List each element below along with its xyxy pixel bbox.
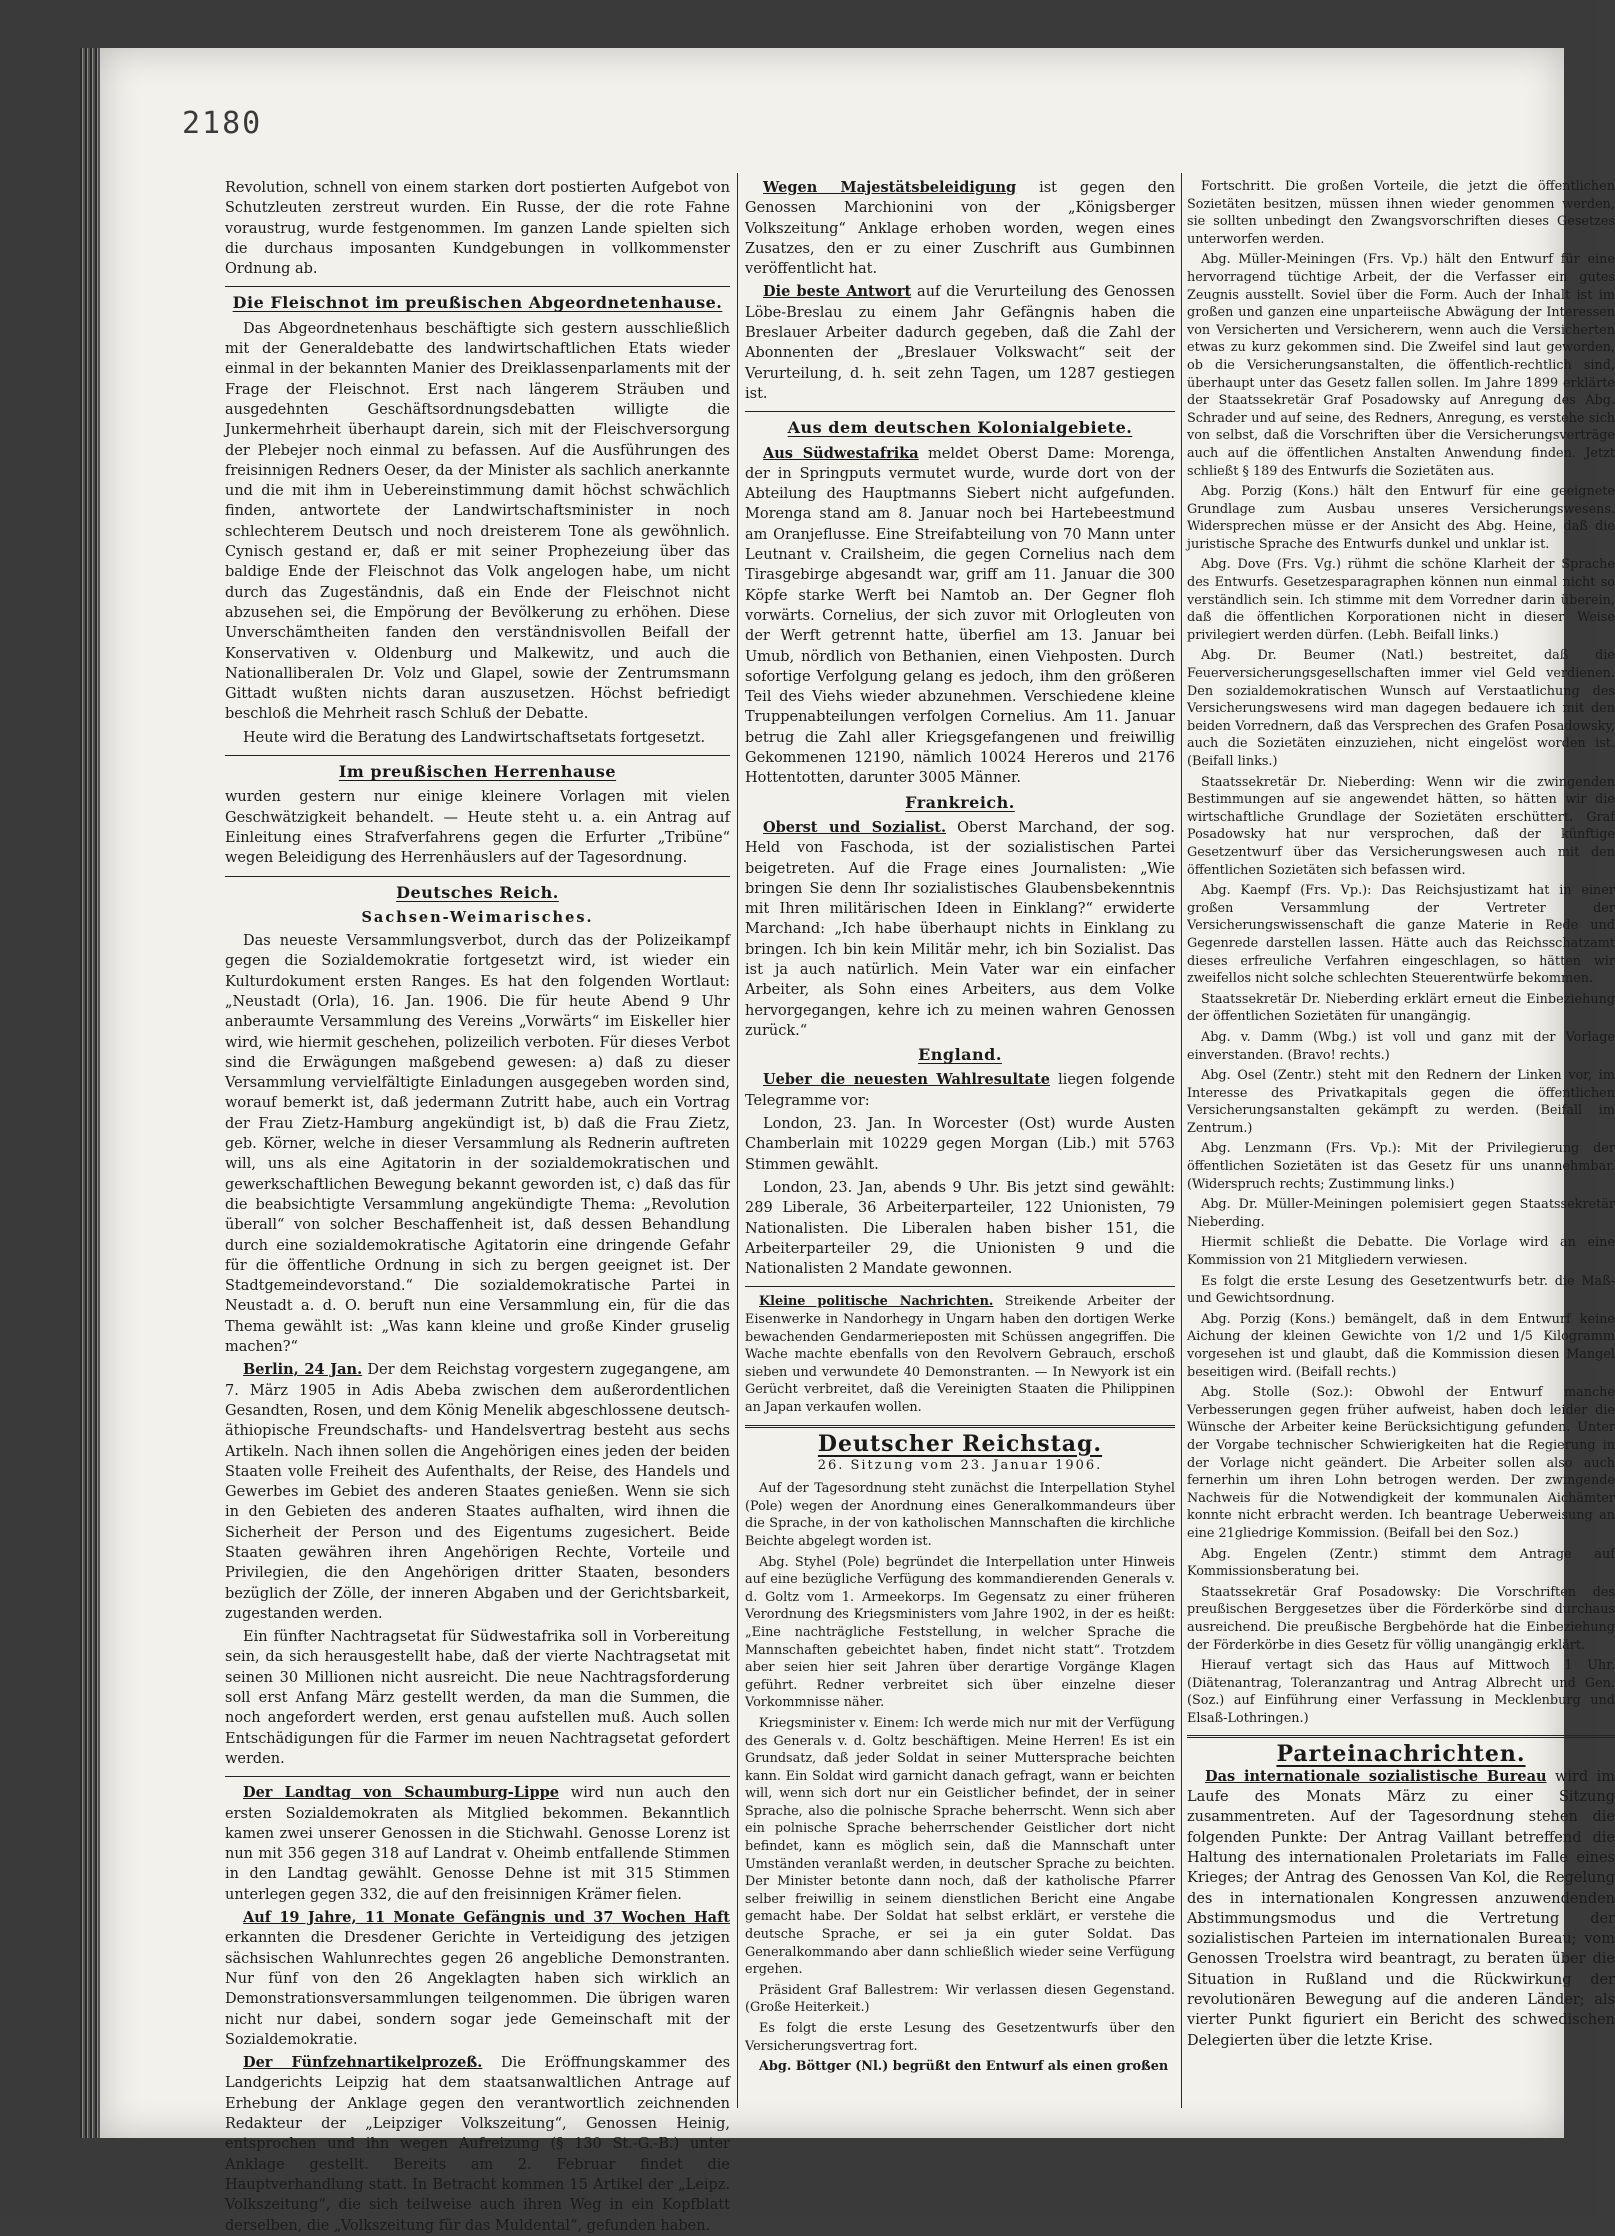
article-text: meldet Oberst Dame: Morenga, der in Springputs vermutet wurde, wurde dort von der Abteilung des Hauptmanns Siebert nicht aufgefunden. Morenga stand am 8. Januar noch bei Hartebeestmund am Oranjeflusse. Eine Streifabteilung von 70 Mann unter Leutnant v. Crailsheim, die gegen Cornelius nach dem Tirasgebirge abgesandt war, griff am 11. Januar die 300 Köpfe starke Werft bei Namtob an. Der Gegner floh vorwärts. Cornelius, der sich zuvor mit Orlogleuten von der Werft getrennt hatte, überfiel am 13. Januar bei Umub, nördlich von Bethanien, einen Viehposten. Durch sofortige Verfolgung gelang es jedoch, ihm den größeren Teil des Viehs wieder abzunehmen. Verschiedene kleine Truppenabteilungen verfolgen Cornelius. Am 11. Januar betrug die Zahl aller Kriegsgefangenen und freiwillig Gekommenen 12190, nämlich 10024 Hereros und 2176 Hottentotten, darunter 3005 Männer. (745, 445, 1176, 787)
article-lead: Das internationale sozialistische Bureau (1205, 1767, 1547, 1785)
article-paragraph: Hierauf vertagt sich das Haus auf Mittwoch 1 Uhr. (Diätenantrag, Toleranzantrag und Antrag Albrecht und Gen. (Soz.) auf Einführung einer Verfassung in Mecklenburg und Elsaß-Lothringen.) (1187, 1658, 1615, 1726)
article-lead: Auf 19 Jahre, 11 Monate Gefängnis und 37 Wochen Haft (243, 1909, 730, 1927)
article-paragraph: Auf der Tagesordnung steht zunächst die Interpellation Styhel (Pole) wegen der Anordnung eines Generalkommandeurs über die Sprache, in der von katholischen Mannschaften die kirchliche Beichte abgelegt worden ist. (745, 1481, 1175, 1549)
article-text: Der dem Reichstag vorgestern zugegangene, am 7. März 1905 in Adis Abeba zwischen dem außerordentlichen Gesandten, Rosen, und dem König Menelik abgeschlossene deutsch-äthiopische Freundschafts- und Handelsvertrag besteht aus sechs Artikeln. Nach ihnen sollen die Angehörigen eines jeden der beiden Staaten volle Freiheit des Aufenthalts, der Reise, des Handels und Gewerbes im Gebiet des anderen Staates genießen. Wenn sie sich in den Gebieten des anderen Staates aufhalten, wird ihnen die Sicherheit der Person und des Eigentums zugesichert. Beide Staaten gewähren ihren Angehörigen Rechte, Vorteile und Privilegien, die den Angehörigen dritter Staaten, besonders bezüglich der Zölle, der inneren Abgaben und der Gerichtsbarkeit, zugestanden werden. (225, 1362, 730, 1622)
column-3 (1187, 178, 1615, 2102)
article-paragraph: Abg. Dove (Frs. Vg.) rühmt die schöne Klarheit der Sprache des Entwurfs. Gesetzesparagraphen können nun einmal nicht so verständlich sein. Ich stimme mit dem Vorredner darin überein, daß die öffentlichen Korporationen nicht in dieser Weise privilegiert werden dürfen. (Lebh. Beifall links.) (1187, 557, 1615, 643)
article-lead: Berlin, 24 Jan. (243, 1361, 363, 1379)
page-folio-number: 2180 (182, 106, 263, 141)
article-paragraph: Revolution, schnell von einem starken dort postierten Aufgebot von Schutzleuten zerstreut wurden. Ein Russe, der die rote Fahne voraustrug, wurde festgenommen. Im ganzen Lande spielten sich die durchaus imposanten Kundgebungen in vollkommenster Ordnung ab. (225, 180, 730, 278)
article-paragraph: Abg. Müller-Meiningen (Frs. Vp.) hält den Entwurf für eine hervorragend tüchtige Arbeit, der die Verfasser ein gutes Zeugnis ausstellt. Soviel über die Form. Auch der Inhalt ist im großen und ganzen eine unparteiische Abwägung der Interessen von Versicherten und Versicherern, wenn auch die Versicherten etwas zu kurz gekommen sind. Die Zweifel sind laut geworden, ob die Versicherungsanstalten, die öffentlich-rechtlich sind, überhaupt unter das Gesetz fallen sollen. Im Jahre 1899 erklärte der Staatssekretär Graf Posadowsky auf Anregung des Abg. Schrader und auf seine, des Redners, Anregung, es verstehe sich von selbst, daß die Vorschriften über die Versicherungsverträge auch auf die öffentlichen Anstalten Anwendung finden. Jetzt schließt § 189 des Entwurfs die Sozietäten aus. (1187, 252, 1615, 479)
column-rule-right (1181, 173, 1182, 2108)
session-dateline: 26. Sitzung vom 23. Januar 1906. (817, 1457, 1103, 1473)
headline-reichstag: Deutscher Reichstag. (817, 1430, 1103, 1457)
article-lead: Ueber die neuesten Wahlresultate (763, 1071, 1050, 1089)
article-paragraph: Abg. Böttger (Nl.) begrüßt den Entwurf als einen großen (759, 2059, 1169, 2075)
article-paragraph: Abg. Engelen (Zentr.) stimmt dem Antrage auf Kommissionsberatung bei. (1187, 1546, 1615, 1580)
section-divider (225, 286, 730, 287)
headline-frankreich: Frankreich. (905, 792, 1015, 812)
headline-herrenhaus: Im preußischen Herrenhause (338, 762, 617, 782)
section-divider (225, 1776, 730, 1777)
newspaper-page (100, 48, 1615, 2234)
article-paragraph: Ein fünfter Nachtragsetat für Südwestafrika soll in Vorbereitung sein, da sich herausgestellt habe, daß der vierte Nachtragsetat mit seinen 30 Millionen nicht ausreicht. Die neue Nachtragsforderung soll erst Anfang März gestellt werden, da man die Summen, die noch angefordert werden, erst genau aufstellen muß. Auch sollen Entschädigungen für die Farmer im neuen Nachtragsetat gefordert werden. (225, 1629, 730, 1767)
column-1 (225, 178, 731, 2234)
article-text: wird nun auch den ersten Sozialdemokraten als Mitglied bekommen. Bekanntlich kamen zwei unserer Genossen in die Stichwahl. Genosse Lorenz ist nun mit 356 gegen 318 auf Landrat v. Oheimb entfallende Stimmen in den Landtag gewählt. Genosse Dehne ist mit 315 Stimmen unterlegen gegen 332, die auf den freisinnigen Krämer fielen. (225, 1785, 731, 1903)
article-paragraph: Abg. Porzig (Kons.) bemängelt, daß in dem Entwurf keine Aichung der kleinen Gewichte von 1/2 und 1/5 Kilogramm vorgesehen ist und glaubt, daß die Kommission diesen Mangel beseitigen wird. (Beifall rechts.) (1187, 1311, 1615, 1380)
article-paragraph: Staatssekretär Graf Posadowsky: Die Vorschriften des preußischen Berggesetzes über die Förderkörbe sind durchaus ausreichend. Die preußische Bergbehörde hat die Einbeziehung der Förderkörbe in dies Gesetz für völlig unangängig erklärt. (1187, 1584, 1615, 1653)
article-paragraph: Das Abgeordnetenhaus beschäftigte sich gestern ausschließlich mit der Generaldebatte des landwirtschaftlichen Etats wieder einmal in der bekannten Manier des Dreiklassenparlaments mit der Frage der Fleischnot. Erst nach längerem Sträuben und ausgedehnten Geschäftsordnungsdebatten willigte die Junkermehrheit überhaupt darein, sich mit der Fleischversorgung der Plebejer noch einmal zu befassen. Auf die Ausführungen des freisinnigen Redners Oeser, da der Minister als sachlich anerkannte und die mit ihm in Uebereinstimmung damit höchst schwächlich finden, antwortete der Landwirtschaftsminister in noch schlechterem Deutsch und noch dreisterem Tone als gewöhnlich. Cynisch gestand er, daß er mit seiner Prophezeiung über das baldige Ende der Fleischnot das Volk angelogen habe, um nicht durch das Zugeständnis, daß ein Ende der Fleischnot nicht abzusehen sei, die Empörung der Bevölkerung zu erhöhen. Diese Unverschämtheiten fanden den verständnisvollen Beifall der Konservativen v. Oldenburg und Malkewitz, und auch die Nationalliberalen Dr. Volz und Glapel, sowie der Zentrumsmann Gittadt wußten nichts daran auszusetzen. Höchst befriedigt beschloß die Mehrheit rasch Schluß der Debatte. (225, 320, 730, 723)
section-divider (745, 1425, 1175, 1428)
article-text: Oberst Marchand, der sog. Held von Faschoda, ist der sozialistischen Partei beigetreten. Auf die Frage eines Journalisten: „Wie bringen Sie denn Ihr sozialistisches Glaubensbekenntnis mit Ihren militärischen Ideen in Einklang?“ erwiderte Marchand: „Ich habe überhaupt nichts in Einklang zu bringen. Ich bin kein Militär mehr, ich bin Sozialist. Das ist ja auch natürlich. Mein Vater war ein einfacher Arbeiter, als Sohn eines Arbeiters, aus dem Volke hervorgegangen, kehre ich zu meinen wahren Genossen zurück.“ (745, 819, 1175, 1039)
article-lead: Der Fünfzehnartikelprozeß. (243, 2054, 483, 2072)
column-rule-left (737, 173, 738, 2108)
article-paragraph: Kriegsminister v. Einem: Ich werde mich nur mit der Verfügung des Generals v. d. Goltz beschäftigen. Meine Herren! Es ist ein Grundsatz, daß jeder Soldat in seiner Muttersprache beichten kann. Ein Soldat wird garnicht danach gefragt, wann er beichten will, wenn sich dort nur ein Geistlicher befindet, der in seiner Sprache, also die polnische Sprache beherrscht. Wenn sich aber ein polnische Sprache beherrschender Geistlicher dort nicht befindet, kann es möglich sein, daß die Mannschaft unter Umständen veranlaßt werden, in deutscher Sprache zu beichten. Der Minister betonte dann noch, daß der katholische Pfarrer selber freiwillig in seinem dienstlichen Bericht eine Angabe gemacht habe. Der Soldat hat selbst erklärt, er verstehe die deutsche Sprache, er sei ja ein guter Soldat. Das Generalkommando aber dann schließlich wieder seine Verfügung ergehen. (745, 1715, 1175, 1978)
article-lead: Aus Südwestafrika (763, 444, 919, 462)
article-text: wird im Laufe des Monats März zu einer Sitzung zusammentreten. Auf der Tagesordnung stehen die folgenden Punkte: Der Antrag Vaillant betreffend die Haltung des internationalen Proletariats im Falle eines Krieges; der Antrag des Genossen Van Kol, die Regelung des in internationalen Kongressen anzuwendenden Abstimmungsmodus und die Vertretung der sozialistischen Parteien im internationalen Bureau; vom Genossen Troelstra wird beantragt, zu beraten über die Situation in Rußland und die Rückwirkung der revolutionären Bewegung auf die anderen Länder; als vierter Punkt figuriert ein Bericht des schwedischen Delegierten über die letzte Krise. (1187, 1768, 1615, 2049)
headline-fleischnot: Die Fleischnot im preußischen Abgeordnetenhause. (232, 293, 723, 313)
section-divider (745, 1286, 1175, 1287)
article-paragraph: London, 23. Jan. In Worcester (Ost) wurde Austen Chamberlain mit 10229 gegen Morgan (Lib.) mit 5763 Stimmen gewählt. (745, 1116, 1175, 1173)
article-text: ist gegen den Genossen Marchionini von der „Königsberger Volkszeitung“ Anklage erhoben worden, wegen eines Zusatzes, den er zu einer Zuschrift aus Gumbinnen veröffentlicht hat. (745, 180, 1175, 278)
article-paragraph: Abg. Dr. Müller-Meiningen polemisiert gegen Staatssekretär Nieberding. (1187, 1197, 1615, 1230)
headline-kolonialgebiete: Aus dem deutschen Kolonialgebiete. (787, 418, 1133, 438)
article-lead: Wegen Majestätsbeleidigung (763, 179, 1017, 196)
article-text: liegen folgende Telegramme vor: (745, 1072, 1176, 1109)
article-paragraph: wurden gestern nur einige kleinere Vorlagen mit vielen Geschwätzigkeit behandelt. — Heute steht u. a. ein Antrag auf Einleitung eines Strafverfahrens gegen die Erfurter „Tribüne“ wegen Beleidigung des Herrenhäuslers auf der Tagesordnung. (225, 789, 730, 867)
article-text: Streikende Arbeiter der Eisenwerke in Nandorhegy in Ungarn haben den dortigen Werke bewachenden Gendarmerieposten mit Schüssen angegriffen. Die Wache machte ebenfalls von den Revolvern Gebrauch, erschoß sieben und verwundete 40 Demonstranten. — In Newyork ist ein Gerücht verbreitet, daß die Vereinigten Staaten die Philippinen an Japan verkaufen wollen. (745, 1294, 1176, 1415)
article-paragraph: Abg. Lenzmann (Frs. Vp.): Mit der Privilegierung der öffentlichen Sozietäten ist das Gesetz für uns unannehmbar. (Widerspruch rechts; Zustimmung links.) (1187, 1141, 1615, 1192)
article-text: auf die Verurteilung des Genossen Löbe-Breslau zu einem Jahr Gefängnis haben die Breslauer Arbeiter dadurch gegeben, daß die Zahl der Abonnenten der „Breslauer Volkswacht“ seit der Verurteilung, d. h. seit zehn Tagen, um 1287 gestiegen ist. (745, 284, 1176, 402)
article-paragraph: Abg. v. Damm (Wbg.) ist voll und ganz mit der Vorlage einverstanden. (Bravo! rechts.) (1187, 1029, 1615, 1063)
article-lead: Die beste Antwort (763, 283, 912, 301)
article-lead: Oberst und Sozialist. (763, 818, 947, 836)
article-lead: Der Landtag von Schaumburg-Lippe (243, 1784, 560, 1802)
article-paragraph: Abg. Dr. Beumer (Natl.) bestreitet, daß die Feuerversicherungsgesellschaften immer viel Geld verdienen. Den sozialdemokratischen Wunsch auf Verstaatlichung des Versicherungswesens wird man dagegen bedauere ich mit den beiden Vorrednern, daß das Versprechen des Grafen Posadowsky, auch die Sozietäten einzuziehen, nicht eingelöst worden ist. (Beifall links.) (1187, 648, 1615, 769)
article-paragraph: Staatssekretär Dr. Nieberding: Wenn wir die zwingenden Bestimmungen auf sie angewendet hätten, so hätten wir die wirtschaftliche Grundlage der Sozietäten erschüttert. Graf Posadowsky hat nur versprochen, daß der künftige Gesetzentwurf über das Versicherungswesen auch mit den öffentlichen Sozietäten sich befassen wird. (1187, 774, 1615, 878)
page-binding-edge (80, 48, 100, 2138)
article-paragraph: Abg. Osel (Zentr.) steht mit den Rednern der Linken vor, im Interesse des Privatkapitals gegen die öffentlichen Versicherungsanstalten gekämpft zu werden. (Beifall im Zentrum.) (1187, 1068, 1615, 1136)
section-divider (1187, 1735, 1615, 1738)
article-paragraph: Abg. Stolle (Soz.): Obwohl der Entwurf manche Verbesserungen gegen früher aufweist, haben doch leider die Wünsche der Arbeiter keine Berücksichtigung gefunden. Unter der Vorgabe technischer Schwierigkeiten hat die Regierung in der Vorlage nicht geändert. Die Arbeiter sollen also auch fernerhin um ihren Lohn betrogen werden. Der zwingende Nachweis für die Notwendigkeit der kommunalen Aichämter konnte nicht erbracht werden. Ich beantrage Ueberweisung an eine 21gliedrige Kommission. (Beifall bei den Soz.) (1187, 1385, 1615, 1541)
article-paragraph: Fortschritt. Die großen Vorteile, die jetzt die öffentlichen Sozietäten besitzen, müssen ihnen wieder genommen werden, sie sollten unbedingt den Zwangsvorschriften dieses Gesetzes unterworfen werden. (1187, 179, 1615, 247)
article-paragraph: Es folgt die erste Lesung des Gesetzentwurfs über den Versicherungsvertrag fort. (745, 2021, 1175, 2054)
headline-england: England. (918, 1045, 1002, 1065)
section-divider (225, 755, 730, 756)
article-paragraph: Präsident Graf Ballestrem: Wir verlassen diesen Gegenstand. (Große Heiterkeit.) (745, 1982, 1175, 2016)
article-paragraph: Staatssekretär Dr. Nieberding erklärt erneut die Einbeziehung der öffentlichen Sozietäten für unangängig. (1187, 991, 1615, 1025)
article-paragraph: London, 23. Jan, abends 9 Uhr. Bis jetzt sind gewählt: 289 Liberale, 36 Arbeiterparteiler, 122 Unionisten, 79 Nationalisten. Die Liberalen haben bisher 151, die Arbeiterparteiler 29, die Unionisten 9 und die Nationalisten 2 Mandate gewonnen. (745, 1179, 1175, 1278)
article-paragraph: Abg. Kaempf (Frs. Vp.): Das Reichsjustizamt hat in einer großen Versammlung der Vertreter der Versicherungswissenschaft die ganze Materie in Rede und Gegenrede darstellen lassen. Hätte auch das Reichsschatzamt dieses erfreuliche Verfahren eingeschlagen, so hätten wir zweifellos nicht solche schlechten Steuerentwürfe bekommen. (1187, 883, 1615, 987)
article-paragraph: Das neueste Versammlungsverbot, durch das der Polizeikampf gegen die Sozialdemokratie fortgesetzt wird, ist wieder ein Kulturdokument ersten Ranges. Es hat den folgenden Wortlaut: „Neustadt (Orla), 16. Jan. 1906. Die für heute Abend 9 Uhr anberaumte Versammlung des Vereins „Vorwärts“ im Eiskeller hier wird, wie hiermit geschehen, polizeilich verboten. Für dieses Verbot sind die Erwägungen maßgebend gewesen: a) daß zu dieser Versammlung vervielfältigte Einladungen ausgegeben worden sind, worauf bemerkt ist, daß jedermann Zutritt habe, auch ein Vortrag der Frau Zietz-Hamburg angekündigt ist, b) daß die Frau Zietz, geb. Körner, welche in dieser Versammlung als Rednerin auftreten will, uns als eine Agitatorin in der sozialdemokratischen und gewerkschaftlichen Bewegung bekannt geworden ist, c) daß das für die beabsichtigte Versammlung angekündigte Thema: „Revolution überall“ von solcher Beschaffenheit ist, daß dessen Behandlung durch eine sozialdemokratische Agitatorin eine dringende Gefahr für die öffentliche Ordnung in sich zu bergen geeignet ist. Der Stadtgemeindevorstand.“ Die sozialdemokratische Partei in Neustadt a. d. O. beruft nun eine Versammlung ein, für die das Thema gewählt ist: „Was kann kleine und große Kinder gruselig machen?“ (225, 933, 730, 1356)
section-divider (225, 876, 730, 877)
subheadline-sachsen-weimar: Sachsen-Weimarisches. (361, 908, 594, 926)
article-paragraph: Hiermit schließt die Debatte. Die Vorlage wird an eine Kommission von 21 Mitgliedern verwiesen. (1187, 1235, 1615, 1269)
section-divider (745, 411, 1175, 412)
article-paragraph: Abg. Styhel (Pole) begründet die Interpellation unter Hinweis auf eine bezügliche Verfügung des kommandierenden Generals v. d. Goltz vom 1. Armeekorps. Im Gegensatz zu einer früheren Verordnung des Kriegsministers vom Jahre 1902, in der es heißt: „Eine nachträgliche Feststellung, in welcher Sprache die Mannschaften gebeichtet haben, findet nicht statt“. Trotzdem aber seien hier seit Jahren über derartige Vorgänge Klagen geführt. Redner verbreitet sich über einzelne dieser Vorkommnisse näher. (745, 1554, 1175, 1711)
headline-parteinachrichten: Parteinachrichten. (1276, 1741, 1526, 1768)
article-lead: Kleine politische Nachrichten. (759, 1294, 994, 1310)
article-text: erkannten die Dresdener Gerichte in Verteidigung des jetzigen sächsischen Wahlunrechtes gegen 26 angebliche Demonstranten. Nur fünf von den 26 Angeklagten haben sich wirklich an Demonstrationsversammlungen teilgenommen. Die übrigen waren nicht nur dabei, sondern sogar jede Gemeinschaft mit der Sozialdemokratie. (225, 1930, 730, 2048)
column-2 (745, 178, 1175, 2102)
article-paragraph: Es folgt die erste Lesung des Gesetzentwurfs betr. die Maß- und Gewichtsordnung. (1187, 1273, 1615, 1307)
article-paragraph: Heute wird die Beratung des Landwirtschaftsetats fortgesetzt. (243, 729, 706, 746)
article-text: Die Eröffnungskammer des Landgerichts Leipzig hat dem staatsanwaltlichen Antrage auf Erhebung der Anklage gegen den verantwortlich zeichnenden Redakteur der „Leipziger Volkszeitung“, Genossen Heinig, entsprochen und ihn wegen Aufreizung (§ 130 St.-G.-B.) unter Anklage gestellt. Bereits am 2. Februar findet die Hauptverhandlung statt. In Betracht kommen 15 Artikel der „Leipz. Volkszeitung“, die sich teilweise auch ihren Weg in ein Kopfblatt derselben, die „Volkszeitung für das Muldental“, gefunden haben. (225, 2055, 731, 2234)
article-paragraph: Abg. Porzig (Kons.) hält den Entwurf für eine geeignete Grundlage zum Ausbau unseres Versicherungswesens. Widersprechen müsse er der Ansicht des Abg. Heine, daß die juristische Sprache des Entwurfs dunkel und unklar ist. (1187, 484, 1615, 552)
headline-deutsches-reich: Deutsches Reich. (396, 882, 559, 902)
